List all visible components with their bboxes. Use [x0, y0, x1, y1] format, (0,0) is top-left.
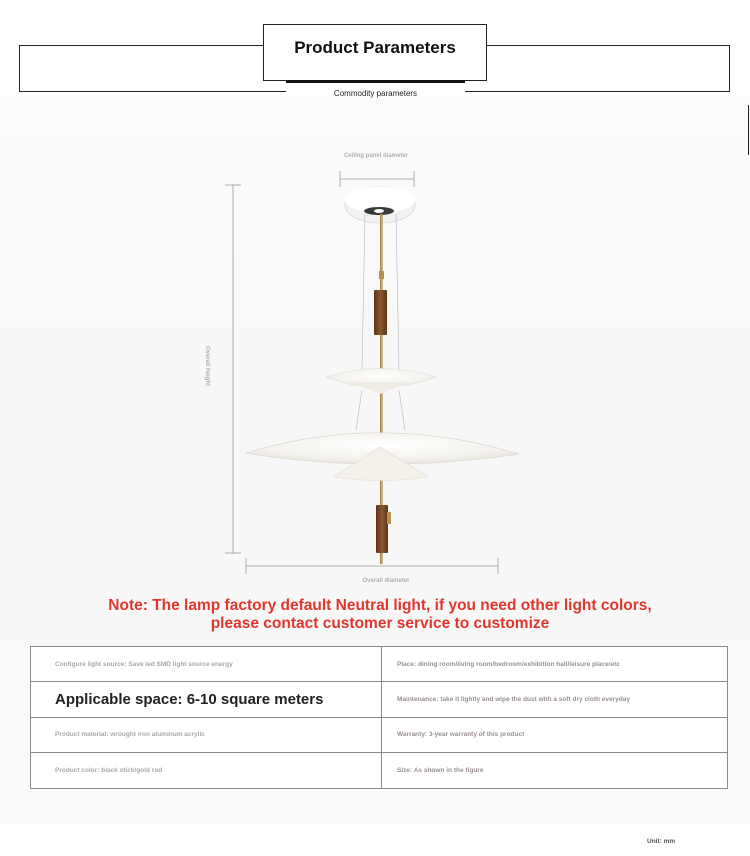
overall-height-label: Overall height [204, 345, 210, 387]
spec-material: Product material: wrought iron aluminum acrylic [31, 718, 381, 753]
spec-light-source: Configure light source: Save led SMD light source energy [31, 647, 381, 682]
light-color-note [40, 597, 720, 633]
overall-diameter-dimension [246, 558, 498, 584]
spec-color: Product color: black stick/gold rod [55, 766, 163, 774]
page-subtitle: Commodity parameters [333, 89, 418, 98]
walnut-accent-lower [376, 505, 388, 553]
ceiling-diameter-dimension [340, 153, 414, 187]
spec-applicable-space: Applicable space: 6-10 square meters [31, 682, 381, 717]
spec-warranty: Warranty: 3-year warranty of this product [381, 718, 727, 753]
note-line-2: please contact customer service to customize [210, 615, 550, 632]
overall-diameter-label: Overall diameter [362, 578, 410, 584]
walnut-accent-upper [374, 290, 387, 335]
spec-place: Place: dining room/living room/bedroom/exhibition hall/leisure place/etc [381, 647, 727, 682]
upper-shade [326, 369, 436, 395]
overall-height-dimension [204, 185, 241, 553]
spec-size: Size: As shown in the figure [381, 753, 727, 788]
spec-maintenance: Maintenance: take it lightly and wipe the dust with a soft dry cloth everyday [381, 682, 727, 717]
note-line-1: Note: The lamp factory default Neutral light, if you need other light colors, [108, 597, 652, 614]
unit-label: Unit: mm [647, 838, 676, 845]
ceiling-diameter-label: Ceiling panel diameter [343, 153, 409, 159]
lower-shade [246, 433, 519, 481]
spec-table [30, 646, 728, 789]
page-title: Product Parameters [294, 38, 456, 57]
